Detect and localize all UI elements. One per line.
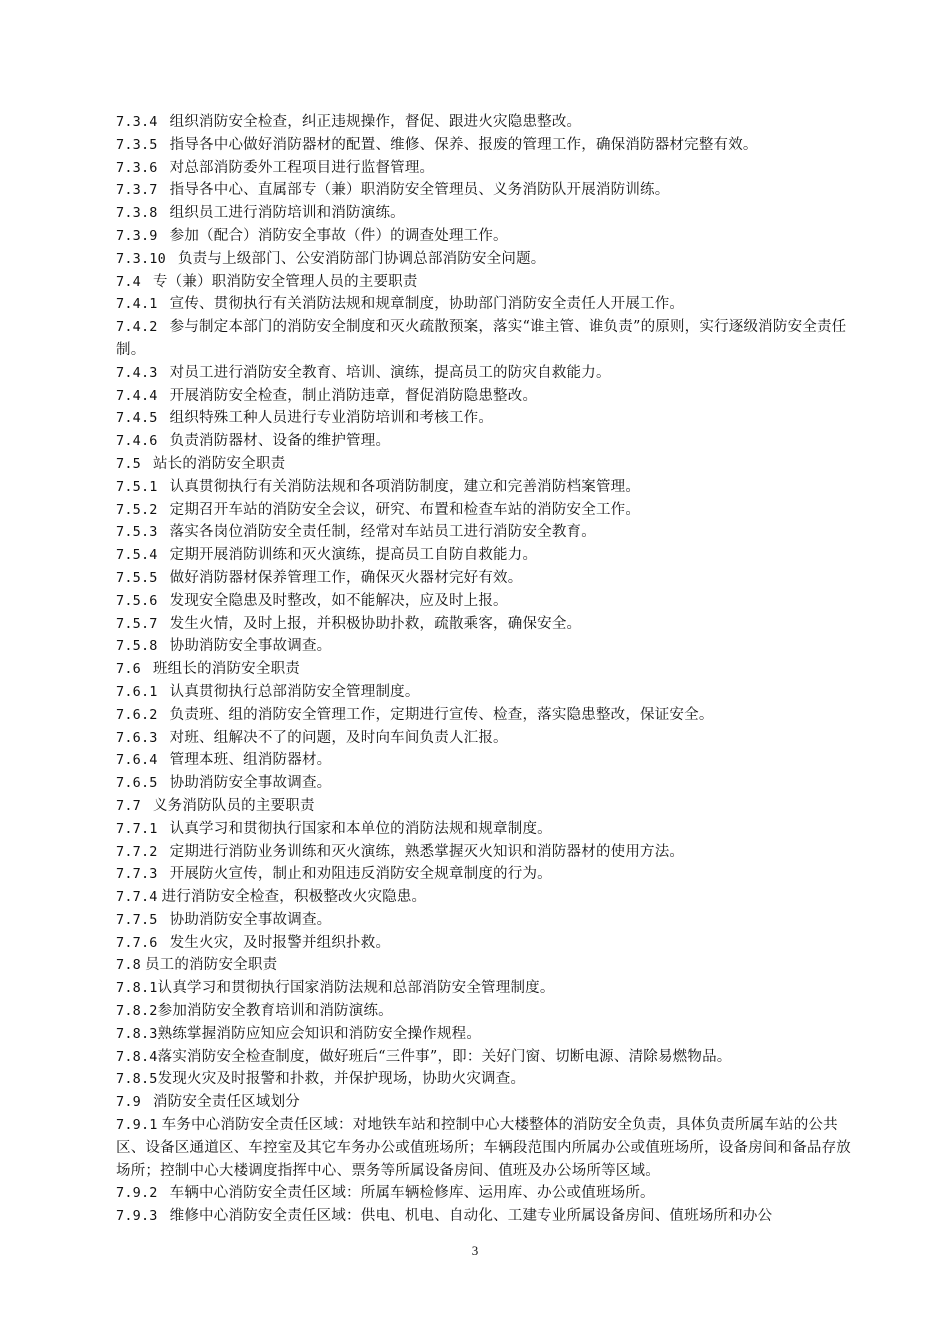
clause-7-4-2 (116, 316, 862, 362)
clause-number: 7.4.2 (116, 319, 158, 336)
clause-7-3-10 (116, 248, 862, 271)
clause-7-5-4 (116, 544, 862, 567)
clause-number: 7.8.1 (116, 980, 158, 997)
section-title: 专（兼）职消防安全管理人员的主要职责 (152, 273, 418, 290)
clause-number: 7.6.2 (116, 706, 158, 723)
section-title: 消防安全责任区域划分 (152, 1094, 300, 1111)
clause-number: 7.8.2 (116, 1003, 158, 1020)
section-number: 7.6 (116, 661, 141, 678)
clause-7-4-1 (116, 293, 862, 316)
section-number: 7.5 (116, 455, 141, 472)
clause-number: 7.6.4 (116, 752, 158, 769)
clause-7-6-2 (116, 704, 862, 727)
clause-number: 7.7.2 (116, 843, 158, 860)
clause-text: 认真贯彻执行总部消防安全管理制度。 (169, 683, 420, 700)
clause-number: 7.7.1 (116, 820, 158, 837)
clause-7-5-3 (116, 521, 862, 544)
clause-text: 负责消防器材、设备的维护管理。 (169, 433, 391, 450)
clause-text: 做好消防器材保养管理工作，确保灭火器材完好有效。 (169, 569, 523, 586)
clause-text: 车务中心消防安全责任区域：对地铁车站和控制中心大楼整体的消防安全负责，具体负责所属车站的公共区、设备区通道区、车控室及其它车务办公或值班场所；车辆段范围内所属办公或值班场所，设备房间和备品存放场所；控制中心大楼调度指挥中心、票务等所属设备房间、值班及办公场所等区域。 (116, 1117, 851, 1179)
clause-text: 协助消防安全事故调查。 (169, 775, 332, 792)
clause-7-5-8 (116, 635, 862, 658)
section-title: 义务消防队员的主要职责 (152, 797, 315, 814)
clause-text: 进行消防安全检查，积极整改火灾隐患。 (161, 889, 427, 906)
clause-text: 指导各中心做好消防器材的配置、维修、保养、报废的管理工作，确保消防器材完整有效。 (169, 136, 758, 153)
clause-number: 7.5.3 (116, 524, 158, 541)
clause-text: 管理本班、组消防器材。 (169, 752, 332, 769)
clause-text: 负责与上级部门、公安消防部门协调总部消防安全问题。 (177, 250, 546, 267)
section-heading-7-8 (116, 954, 862, 977)
clause-number: 7.3.9 (116, 227, 158, 244)
clause-7-3-9 (116, 225, 862, 248)
clause-7-4-6 (116, 430, 862, 453)
clause-number: 7.4.3 (116, 364, 158, 381)
clause-text: 发现火灾及时报警和扑救，并保护现场，协助火灾调查。 (157, 1071, 526, 1088)
section-number: 7.4 (116, 273, 141, 290)
clause-number: 7.6.3 (116, 729, 158, 746)
clause-7-9-2 (116, 1182, 862, 1205)
section-number: 7.7 (116, 797, 141, 814)
clause-7-7-1 (116, 818, 862, 841)
clause-number: 7.5.2 (116, 501, 158, 518)
clause-number: 7.9.2 (116, 1185, 158, 1202)
clause-text: 参加（配合）消防安全事故（件）的调查处理工作。 (169, 227, 508, 244)
clause-text: 宣传、贯彻执行有关消防法规和规章制度，协助部门消防安全责任人开展工作。 (169, 296, 685, 313)
section-heading-7-4 (116, 271, 862, 294)
clause-7-3-5 (116, 134, 862, 157)
clause-number: 7.9.1 (116, 1117, 158, 1134)
clause-7-9-3 (116, 1205, 862, 1228)
clause-text: 组织消防安全检查，纠正违规操作，督促、跟进火灾隐患整改。 (169, 114, 582, 130)
clause-7-5-1 (116, 476, 862, 499)
page-number: 3 (471, 1243, 479, 1258)
clause-7-9-1 (116, 1114, 862, 1182)
clause-7-4-3 (116, 362, 862, 385)
clause-text: 对总部消防委外工程项目进行监督管理。 (169, 159, 435, 176)
clause-7-8-2 (116, 1000, 862, 1023)
section-title: 站长的消防安全职责 (152, 455, 286, 472)
clause-text: 车辆中心消防安全责任区域：所属车辆检修库、运用库、办公或值班场所。 (169, 1185, 655, 1202)
clause-text: 指导各中心、直属部专（兼）职消防安全管理员、义务消防队开展消防训练。 (169, 182, 670, 199)
clause-number: 7.8.5 (116, 1071, 158, 1088)
clause-text: 认真学习和贯彻执行国家和本单位的消防法规和规章制度。 (169, 820, 552, 837)
clause-7-5-2 (116, 499, 862, 522)
clause-number: 7.3.6 (116, 159, 158, 176)
clause-text: 落实消防安全检查制度，做好班后“三件事”，即：关好门窗、切断电源、清除易燃物品。 (157, 1048, 732, 1065)
section-number: 7.8 (116, 957, 141, 974)
clause-number: 7.5.1 (116, 478, 158, 495)
clause-7-8-3 (116, 1023, 862, 1046)
clause-7-8-4 (116, 1046, 862, 1069)
clause-text: 参与制定本部门的消防安全制度和灭火疏散预案，落实“谁主管、谁负责”的原则，实行逐级消防安全责任制。 (116, 319, 847, 358)
clause-text: 认真贯彻执行有关消防法规和各项消防制度，建立和完善消防档案管理。 (169, 478, 641, 495)
section-heading-7-6 (116, 658, 862, 681)
section-title: 班组长的消防安全职责 (152, 661, 300, 678)
clause-number: 7.3.4 (116, 114, 158, 130)
clause-number: 7.6.5 (116, 775, 158, 792)
clause-number: 7.3.8 (116, 205, 158, 222)
clause-number: 7.3.5 (116, 136, 158, 153)
clause-number: 7.3.10 (116, 250, 166, 267)
clause-7-6-4 (116, 749, 862, 772)
section-number: 7.9 (116, 1094, 141, 1111)
clause-number: 7.7.3 (116, 866, 158, 883)
clause-number: 7.4.1 (116, 296, 158, 313)
clause-7-5-5 (116, 567, 862, 590)
clause-text: 发现安全隐患及时整改，如不能解决，应及时上报。 (169, 592, 508, 609)
clause-number: 7.5.4 (116, 547, 158, 564)
clause-7-5-6 (116, 590, 862, 613)
clause-text: 对员工进行消防安全教育、培训、演练，提高员工的防灾自救能力。 (169, 364, 611, 381)
section-heading-7-5 (116, 453, 862, 476)
clause-text: 发生火灾，及时报警并组织扑救。 (169, 934, 391, 951)
clause-number: 7.5.8 (116, 638, 158, 655)
clause-7-3-6 (116, 157, 862, 180)
clause-number: 7.4.4 (116, 387, 158, 404)
clause-number: 7.3.7 (116, 182, 158, 199)
section-heading-7-9 (116, 1091, 862, 1114)
clause-text: 协助消防安全事故调查。 (169, 638, 332, 655)
clause-text: 维修中心消防安全责任区域：供电、机电、自动化、工建专业所属设备房间、值班场所和办公 (169, 1208, 773, 1225)
clause-text: 协助消防安全事故调查。 (169, 911, 332, 928)
clause-text: 参加消防安全教育培训和消防演练。 (157, 1003, 393, 1020)
clause-text: 组织员工进行消防培训和消防演练。 (169, 205, 405, 222)
clause-7-3-8 (116, 202, 862, 225)
clause-7-6-5 (116, 772, 862, 795)
clause-number: 7.7.4 (116, 889, 158, 906)
clause-number: 7.5.5 (116, 569, 158, 586)
clause-7-5-7 (116, 613, 862, 636)
clause-7-7-2 (116, 841, 862, 864)
clause-number: 7.8.3 (116, 1025, 158, 1042)
clause-7-3-4 (116, 111, 862, 134)
clause-7-8-1 (116, 977, 862, 1000)
clause-text: 组织特殊工种人员进行专业消防培训和考核工作。 (169, 410, 494, 427)
clause-text: 发生火情，及时上报，并积极协助扑救，疏散乘客，确保安全。 (169, 615, 582, 632)
clause-7-7-6 (116, 932, 862, 955)
clause-text: 认真学习和贯彻执行国家消防法规和总部消防安全管理制度。 (157, 980, 555, 997)
clause-number: 7.9.3 (116, 1208, 158, 1225)
clause-text: 对班、组解决不了的问题，及时向车间负责人汇报。 (169, 729, 508, 746)
clause-text: 定期开展消防训练和灭火演练，提高员工自防自救能力。 (169, 547, 538, 564)
clause-7-4-5 (116, 407, 862, 430)
clause-number: 7.6.1 (116, 683, 158, 700)
clause-text: 负责班、组的消防安全管理工作，定期进行宣传、检查，落实隐患整改，保证安全。 (169, 706, 714, 723)
clause-number: 7.4.6 (116, 433, 158, 450)
section-heading-7-7 (116, 795, 862, 818)
clause-text: 熟练掌握消防应知应会知识和消防安全操作规程。 (157, 1025, 482, 1042)
clause-7-6-3 (116, 727, 862, 750)
clause-text: 落实各岗位消防安全责任制，经常对车站员工进行消防安全教育。 (169, 524, 596, 541)
clause-7-6-1 (116, 681, 862, 704)
clause-number: 7.8.4 (116, 1048, 158, 1065)
clause-number: 7.7.6 (116, 934, 158, 951)
clause-number: 7.7.5 (116, 911, 158, 928)
clause-text: 定期召开车站的消防安全会议，研究、布置和检查车站的消防安全工作。 (169, 501, 641, 518)
clause-7-7-4 (116, 886, 862, 909)
clause-text: 开展消防安全检查，制止消防违章，督促消防隐患整改。 (169, 387, 538, 404)
clause-7-3-7 (116, 179, 862, 202)
clause-text: 定期进行消防业务训练和灭火演练，熟悉掌握灭火知识和消防器材的使用方法。 (169, 843, 685, 860)
clause-text: 开展防火宣传，制止和劝阻违反消防安全规章制度的行为。 (169, 866, 552, 883)
section-title: 员工的消防安全职责 (144, 957, 278, 974)
clause-7-8-5 (116, 1068, 862, 1091)
clause-7-4-4 (116, 385, 862, 408)
clause-7-7-5 (116, 909, 862, 932)
clause-7-7-3 (116, 863, 862, 886)
document-body (116, 111, 862, 1228)
clause-number: 7.5.6 (116, 592, 158, 609)
clause-number: 7.4.5 (116, 410, 158, 427)
clause-number: 7.5.7 (116, 615, 158, 632)
